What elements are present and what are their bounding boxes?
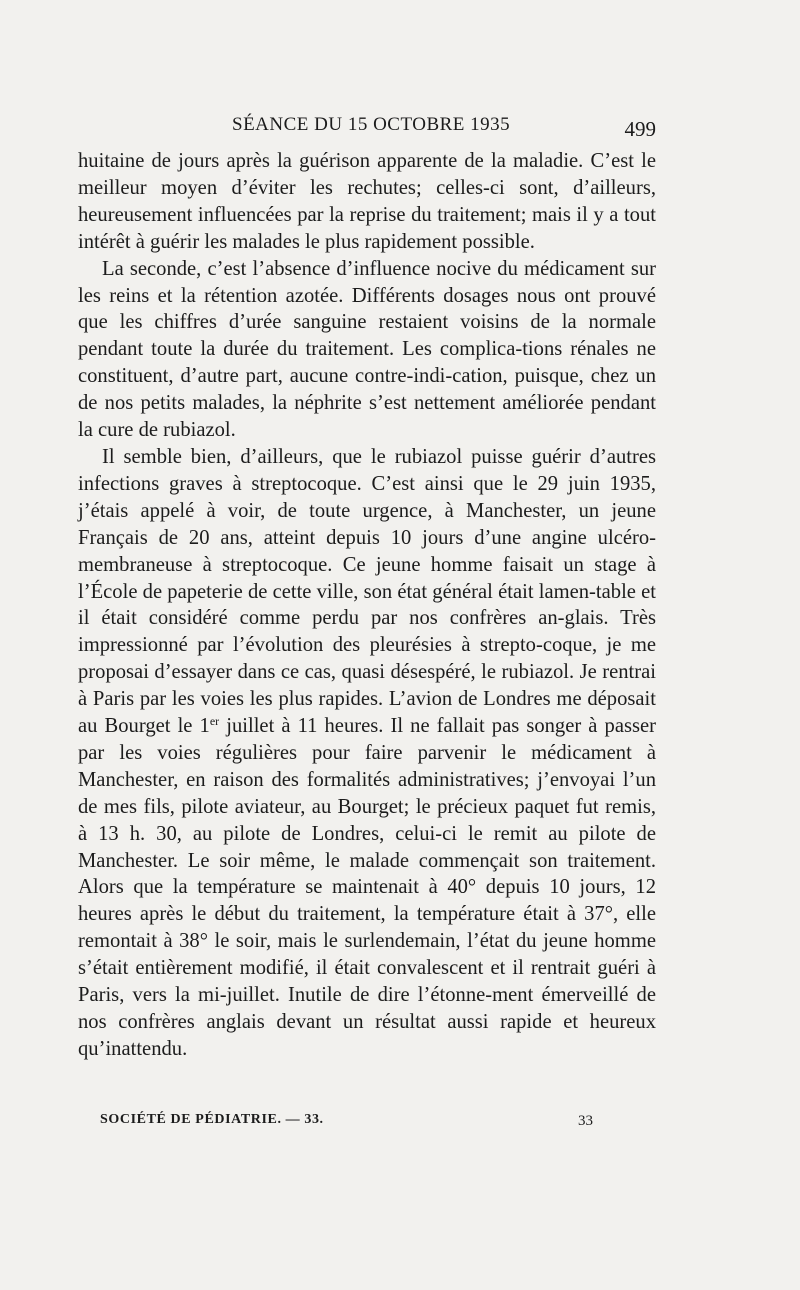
- paragraph-3-part-2: juillet à 11 heures. Il ne fallait pas songer à passer par les voies régulières pour faire parvenir le médicament à Manchester, en raison des formalités administratives; j’envoyai l’un de mes fils, pilote aviateur, au Bourget; le précieux paquet fut remis, à 13 h. 30, au pilote de Londres, celui-ci le remit au pilote de Manchester. Le soir même, le malade commençait son traitement. Alors que la température se maintenait à 40° depuis 10 jours, 12 heures après le début du traitement, la température était à 37°, elle remontait à 38° le soir, mais le surlendemain, l’état du jeune homme s’était entièrement modifié, il était convalescent et il rentrait guéri à Paris, vers la mi-juillet. Inutile de dire l’étonne-ment émerveillé de nos confrères anglais devant un résultat aussi rapide et heureux qu’inattendu.: [78, 715, 656, 1060]
- page-header: [78, 114, 656, 142]
- society-imprint: SOCIÉTÉ DE PÉDIATRIE. — 33.: [100, 1112, 324, 1127]
- paragraph-3: [78, 444, 656, 1063]
- running-title: SÉANCE DU 15 OCTOBRE 1935: [232, 114, 511, 135]
- superscript-er: er: [209, 714, 220, 729]
- signature-mark: 33: [578, 1113, 593, 1129]
- paragraph-1: huitaine de jours après la guérison apparente de la maladie. C’est le meilleur moyen d’éviter les rechutes; celles-ci sont, d’ailleurs, heureusement influencées par la reprise du traitement; mais il y a tout intérêt à guérir les malades le plus rapidement possible.: [78, 150, 656, 253]
- page-number: 499: [624, 117, 656, 141]
- paragraph-2: La seconde, c’est l’absence d’influence nocive du médicament sur les reins et la rétention azotée. Différents dosages nous ont prouvé que les chiffres d’urée sanguine restaient voisins de la normale pendant toute la durée du traitement. Les complica-tions rénales ne constituent, d’autre part, aucune contre-indi-cation, puisque, chez un de nos petits malades, la néphrite s’est nettement améliorée pendant la cure de rubiazol.: [78, 257, 656, 442]
- body-text: [78, 148, 656, 1063]
- page-footer: [100, 1112, 600, 1136]
- paragraph-3-part-1: Il semble bien, d’ailleurs, que le rubiazol puisse guérir d’autres infections graves à streptocoque. C’est ainsi que le 29 juin 1935, j’étais appelé à voir, de toute urgence, à Manchester, un jeune Français de 20 ans, atteint depuis 10 jours d’une angine ulcéro-membraneuse à streptocoque. Ce jeune homme faisait un stage à l’École de papeterie de cette ville, son état général était lamen-table et il était considéré comme perdu par nos confrères an-glais. Très impressionné par l’évolution des pleurésies à strepto-coque, je me proposai d’essayer dans ce cas, quasi désespéré, le rubiazol. Je rentrai à Paris par les voies les plus rapides. L’avion de Londres me déposait au Bourget le 1: [78, 445, 656, 738]
